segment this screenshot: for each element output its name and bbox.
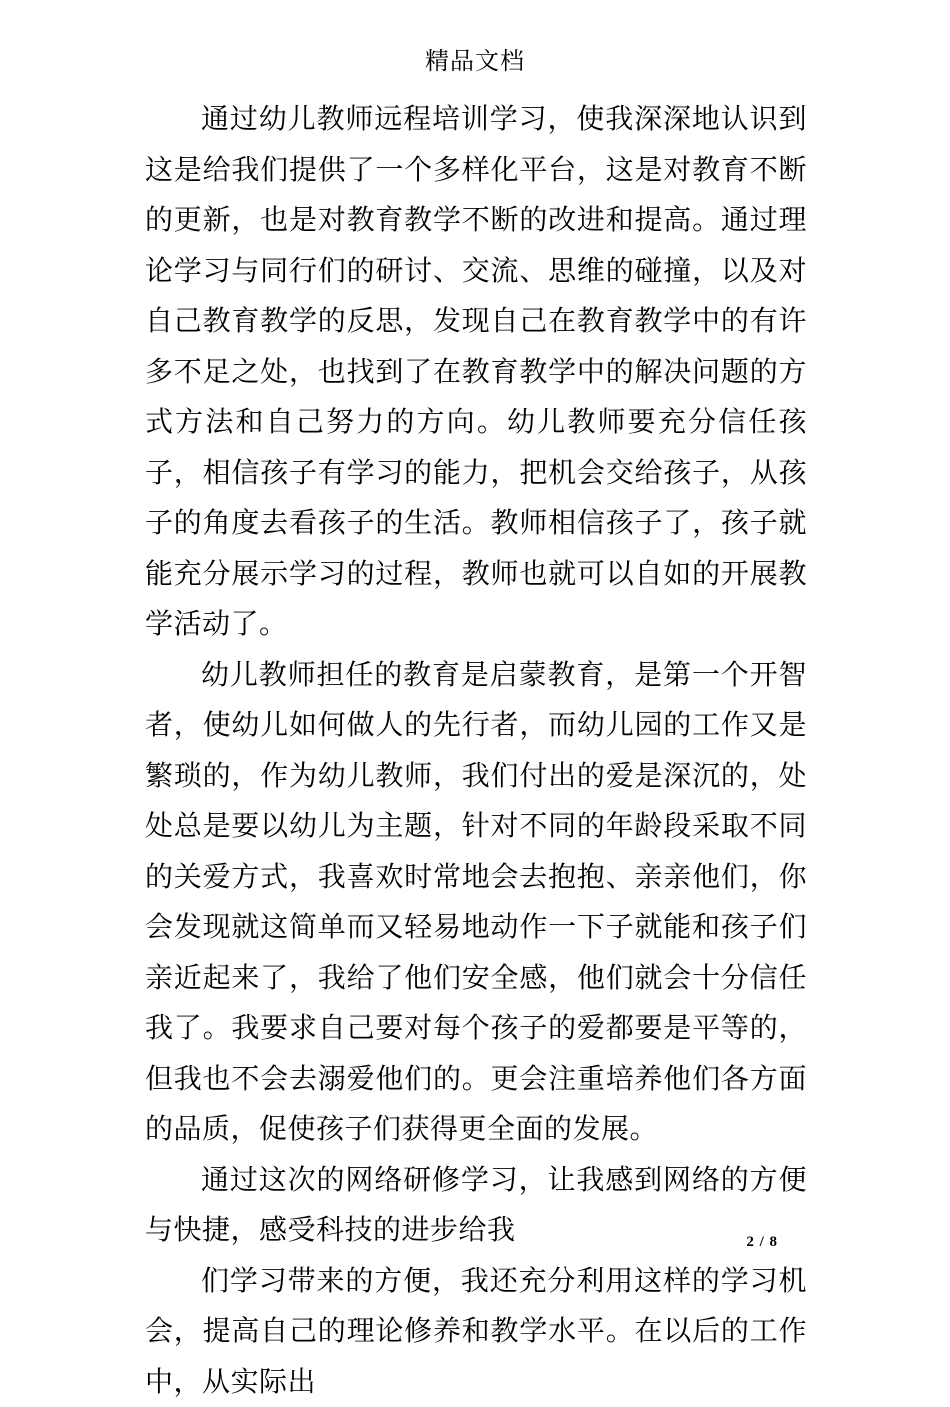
paragraph-4: 们学习带来的方便，我还充分利用这样的学习机会，提高自己的理论修养和教学水平。在以后的工作中，从实际出 bbox=[145, 1256, 807, 1407]
page-header-title: 精品文档 bbox=[0, 44, 950, 78]
paragraph-1: 通过幼儿教师远程培训学习，使我深深地认识到这是给我们提供了一个多样化平台，这是对教育不断的更新，也是对教育教学不断的改进和提高。通过理论学习与同行们的研讨、交流、思维的碰撞，以及对自己教育教学的反思，发现自己在教育教学中的有许多不足之处，也找到了在教育教学中的解决问题的方式方法和自己努力的方向。幼儿教师要充分信任孩子，相信孩子有学习的能力，把机会交给孩子，从孩子的角度去看孩子的生活。教师相信孩子了，孩子就能充分展示学习的过程，教师也就可以自如的开展教学活动了。 bbox=[145, 94, 807, 650]
paragraph-3: 通过这次的网络研修学习，让我感到网络的方便与快捷，感受科技的进步给我 bbox=[145, 1155, 807, 1256]
document-body bbox=[145, 94, 807, 1407]
page-number: 2 / 8 bbox=[746, 1232, 778, 1252]
paragraph-2: 幼儿教师担任的教育是启蒙教育，是第一个开智者，使幼儿如何做人的先行者，而幼儿园的工作又是繁琐的，作为幼儿教师，我们付出的爱是深沉的，处处总是要以幼儿为主题，针对不同的年龄段采取不同的关爱方式，我喜欢时常地会去抱抱、亲亲他们，你会发现就这简单而又轻易地动作一下子就能和孩子们亲近起来了，我给了他们安全感，他们就会十分信任我了。我要求自己要对每个孩子的爱都要是平等的，但我也不会去溺爱他们的。更会注重培养他们各方面的品质，促使孩子们获得更全面的发展。 bbox=[145, 650, 807, 1155]
